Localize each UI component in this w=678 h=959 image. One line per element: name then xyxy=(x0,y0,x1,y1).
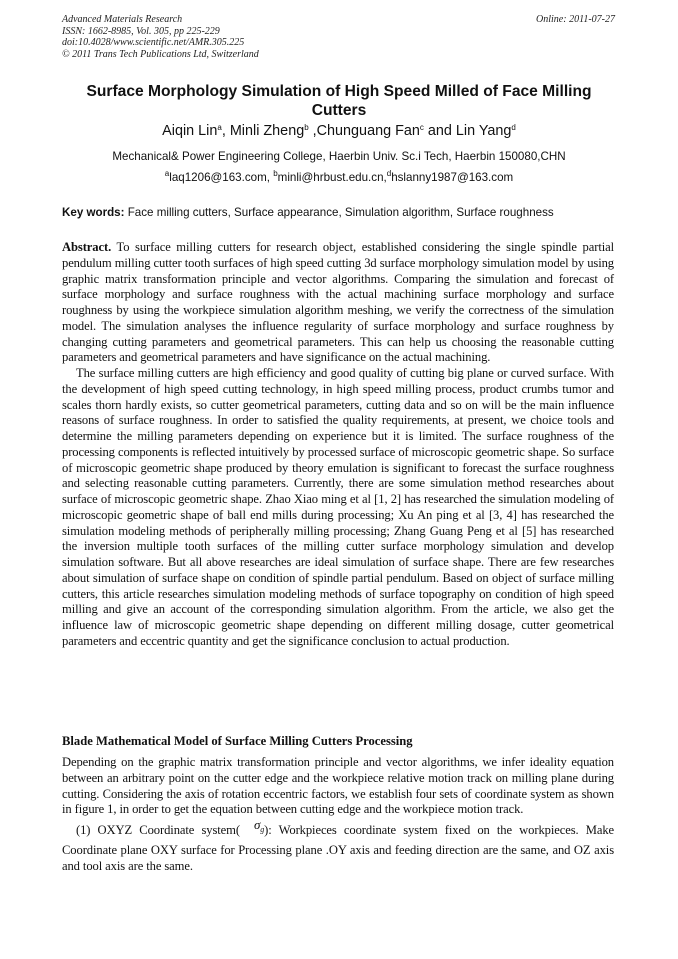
author-name: Minli Zheng xyxy=(229,123,305,139)
abstract-text: To surface milling cutters for research object, established considering the single spindle partial pendulum milling cutter tooth surfaces of high speed cutting 3d surface morphology simulation model by using graphic matrix transformation principle and vector algorithms. Comparing the simulation and forecast of surface morphology and surface roughness with the actual machining surface morphology and surface roughness by using the workpiece simulation algorithm meshing, we verify the correctness of the simulation model. The simulation analyses the influence regularity of surface morphology and surface roughness by changing cutting parameters and geometrical parameters. This can help us choosing the reasonable cutting parameters and geometrical parameters and have significance on the actual machining. xyxy=(62,240,614,365)
journal-header xyxy=(62,14,615,60)
author-name: Aiqin Lin xyxy=(162,123,218,139)
email-address[interactable]: laq1206@163.com, xyxy=(169,171,274,184)
author-name: Chunguang Fan xyxy=(316,123,420,139)
keywords-text: Face milling cutters, Surface appearance, Simulation algorithm, Surface roughness xyxy=(124,206,554,219)
keywords xyxy=(62,206,616,220)
para2-lead: (1) OXYZ Coordinate system( xyxy=(76,823,240,837)
paper-title: Surface Morphology Simulation of High Speed Milled of Face Milling Cutters xyxy=(86,83,592,119)
abstract-block xyxy=(62,240,614,650)
author-separator: , xyxy=(308,123,317,139)
journal-name: Advanced Materials Research xyxy=(62,14,183,25)
online-date: Online: 2011-07-27 xyxy=(536,14,615,25)
abstract-label: Abstract. xyxy=(62,240,112,254)
email-list xyxy=(62,171,616,185)
doi: doi:10.4028/www.scientific.net/AMR.305.225 xyxy=(62,37,245,48)
author-separator: and xyxy=(423,123,456,139)
email-mark: d xyxy=(386,169,392,178)
sigma-symbol xyxy=(240,817,264,838)
sigma-subscript: g xyxy=(260,825,265,834)
email-address[interactable]: hslanny1987@163.com xyxy=(391,171,514,184)
issn: ISSN: 1662-8985, Vol. 305, pp 225-229 xyxy=(62,25,220,37)
author-name: Lin Yang xyxy=(455,123,512,139)
email-mark: a xyxy=(164,169,170,178)
affiliation: Mechanical& Power Engineering College, Haerbin Univ. Sc.i Tech, Haerbin 150080,CHN xyxy=(112,150,566,163)
author-mark: d xyxy=(511,123,516,132)
copyright: © 2011 Trans Tech Publications Ltd, Switzerland xyxy=(62,48,259,60)
author-mark: c xyxy=(419,123,424,132)
sigma-char: σ xyxy=(253,817,261,832)
email-mark: b xyxy=(273,169,278,178)
section-body xyxy=(62,755,614,874)
keywords-label: Key words: xyxy=(62,206,125,219)
author-mark: a xyxy=(217,123,222,132)
author-mark: b xyxy=(304,123,309,132)
abstract-paragraph xyxy=(62,240,614,366)
section-paragraph-2 xyxy=(62,817,615,874)
intro-paragraph: The surface milling cutters are high efficiency and good quality of cutting big plane or curved surface. With the development of high speed cutting technology, in high speed milling process, product crumbs tumor and scales thorn hardly exists, so cutter geometrical parameters, cutting data and so on will be the main influence reasons of surface roughness. In order to satisfied the quality requirements, at present, we choice tools and determine the milling parameters depending on experience but it is limited. The surface roughness of the processing components is reflected intuitively by processed surface of microscopic geometric shape. So surface of microscopic geometric shape produced by theory emulation is significant to forecast the surface roughness and selecting reasonable cutting parameters. Currently, there are some simulation method researches about surface of microscopic geometric shape. Zhao Xiao ming et al [1, 2] has researched the simulation modeling of microscopic geometric shape of ball end mills during processing; Xu An ping et al [3, 4] has researched the simulation modeling methods of peripherally milling processing; Zhang Guang Peng et al [5] has researched the inversion multiple tooth surfaces of the milling cutter surface morphology simulation and develop simulation software. But all above researches are ideal simulation of surface shape. There are few researches about simulation of surface shape on condition of spindle partial pendulum. Based on object of surface milling cutters, this article researches simulation modeling methods of surface topography on condition of high speed milling and give an account of the corresponding simulation algorithm. From the article, we also get the influence law of microscopic geometric shape depending on different milling dosage, cutter geometrical parameters and eccentric quantity and get the significance conclusion to actual production. xyxy=(62,366,614,648)
para2-rest: ): Workpieces coordinate system fixed on the workpieces. Make Coordinate plane OXY surface for Processing plane .OY axis and feeding direction are the same, and OZ axis and tool axis are the same. xyxy=(62,823,615,873)
author-list xyxy=(62,123,616,140)
section-heading: Blade Mathematical Model of Surface Milling Cutters Processing xyxy=(62,734,413,748)
section-paragraph-1: Depending on the graphic matrix transformation principle and vector algorithms, we infer ideality equation between an arbitrary point on the cutter edge and the workpiece relative motion track on milling plane during cutting. Considering the axis of rotation eccentric factors, we establish four sets of coordinate system as shown in figure 1, in order to get the equation between cutting edge and the workpiece motion track. xyxy=(62,755,614,817)
author-separator: , xyxy=(221,123,230,139)
email-address[interactable]: minli@hrbust.edu.cn, xyxy=(277,171,387,184)
